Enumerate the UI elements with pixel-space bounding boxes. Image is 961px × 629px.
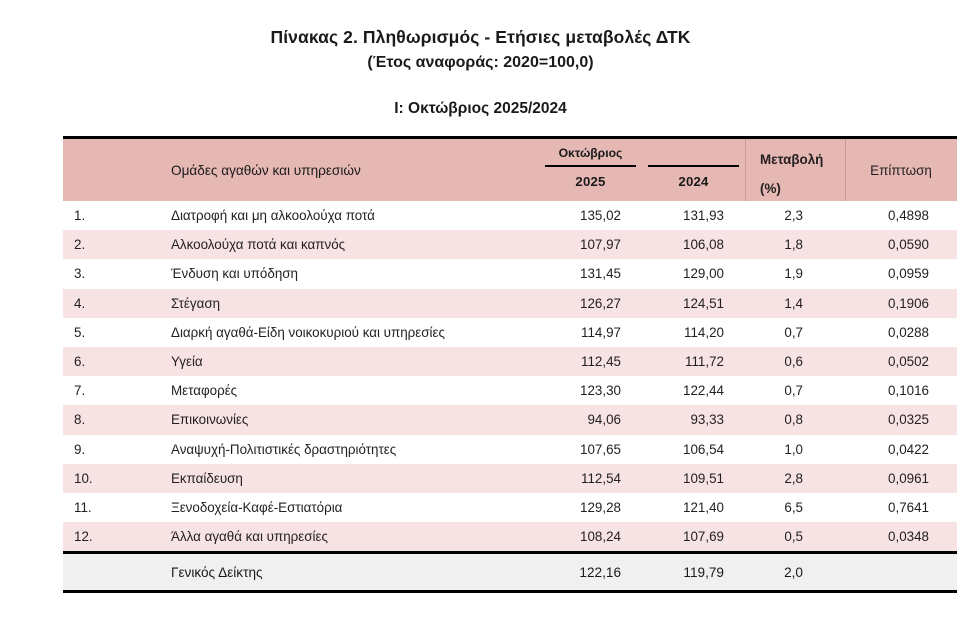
- row-index: 10.: [63, 464, 115, 493]
- row-value-2024: 109,51: [642, 464, 745, 493]
- row-index: 5.: [63, 318, 115, 347]
- row-value-2025: 123,30: [539, 376, 642, 405]
- table-row: [63, 259, 957, 288]
- row-value-2025: 135,02: [539, 201, 642, 230]
- row-value-2024: 121,40: [642, 493, 745, 522]
- header-change-label: Μεταβολή: [760, 151, 824, 167]
- table-row: [63, 318, 957, 347]
- header-cell-year-2025: [539, 138, 642, 202]
- total-change: 2,0: [745, 553, 845, 592]
- table-row: [63, 347, 957, 376]
- row-impact: 0,0422: [845, 435, 957, 464]
- row-label: Ένδυση και υπόδηση: [115, 259, 539, 288]
- inflation-table: [63, 136, 957, 593]
- row-index: 2.: [63, 230, 115, 259]
- row-value-2025: 131,45: [539, 259, 642, 288]
- row-impact: 0,0961: [845, 464, 957, 493]
- row-label: Διαρκή αγαθά-Είδη νοικοκυριού και υπηρεσίες: [115, 318, 539, 347]
- row-index: 11.: [63, 493, 115, 522]
- table-row: [63, 289, 957, 318]
- header-month-group-spacer: [642, 139, 745, 160]
- row-index: 8.: [63, 405, 115, 434]
- row-impact: 0,0348: [845, 522, 957, 553]
- total-value-2025: 122,16: [539, 553, 642, 592]
- inflation-table-wrapper: [63, 136, 932, 593]
- row-value-2025: 107,97: [539, 230, 642, 259]
- row-index: 9.: [63, 435, 115, 464]
- row-label: Εκπαίδευση: [115, 464, 539, 493]
- row-label: Ξενοδοχεία-Καφέ-Εστιατόρια: [115, 493, 539, 522]
- table-row: [63, 230, 957, 259]
- row-value-2025: 107,65: [539, 435, 642, 464]
- row-label: Διατροφή και μη αλκοολούχα ποτά: [115, 201, 539, 230]
- header-cell-impact: Επίπτωση: [845, 138, 957, 202]
- header-cell-index: [63, 138, 115, 202]
- total-value-2024: 119,79: [642, 553, 745, 592]
- table-row: [63, 493, 957, 522]
- row-impact: 0,7641: [845, 493, 957, 522]
- title-block: [0, 0, 961, 118]
- row-label: Αναψυχή-Πολιτιστικές δραστηριότητες: [115, 435, 539, 464]
- row-impact: 0,0590: [845, 230, 957, 259]
- row-value-2024: 114,20: [642, 318, 745, 347]
- row-index: 3.: [63, 259, 115, 288]
- row-value-2025: 112,45: [539, 347, 642, 376]
- table-header: [63, 138, 957, 202]
- row-impact: 0,4898: [845, 201, 957, 230]
- table-header-row: [63, 138, 957, 202]
- row-index: 6.: [63, 347, 115, 376]
- row-change: 2,3: [745, 201, 845, 230]
- row-value-2024: 122,44: [642, 376, 745, 405]
- row-value-2024: 107,69: [642, 522, 745, 553]
- row-value-2024: 106,08: [642, 230, 745, 259]
- row-change: 0,7: [745, 376, 845, 405]
- row-impact: 0,0959: [845, 259, 957, 288]
- row-value-2025: 126,27: [539, 289, 642, 318]
- total-index-cell: [63, 553, 115, 592]
- table-row: [63, 376, 957, 405]
- row-change: 2,8: [745, 464, 845, 493]
- row-label: Στέγαση: [115, 289, 539, 318]
- header-cell-groups: Ομάδες αγαθών και υπηρεσιών: [115, 138, 539, 202]
- header-change-unit: (%): [760, 181, 781, 196]
- row-value-2024: 124,51: [642, 289, 745, 318]
- row-impact: 0,0502: [845, 347, 957, 376]
- header-year-previous: 2024: [678, 174, 709, 190]
- row-change: 6,5: [745, 493, 845, 522]
- row-change: 0,6: [745, 347, 845, 376]
- row-impact: 0,1906: [845, 289, 957, 318]
- row-index: 4.: [63, 289, 115, 318]
- row-label: Άλλα αγαθά και υπηρεσίες: [115, 522, 539, 553]
- table-footer: [63, 553, 957, 592]
- total-impact: [845, 553, 957, 592]
- table-row: [63, 464, 957, 493]
- page-subtitle: (Έτος αναφοράς: 2020=100,0): [367, 53, 594, 71]
- row-change: 1,0: [745, 435, 845, 464]
- total-label: Γενικός Δείκτης: [115, 553, 539, 592]
- row-value-2025: 129,28: [539, 493, 642, 522]
- row-change: 0,8: [745, 405, 845, 434]
- period-subtitle: Ι: Οκτώβριος 2025/2024: [394, 100, 567, 118]
- row-value-2024: 111,72: [642, 347, 745, 376]
- row-change: 0,7: [745, 318, 845, 347]
- table-row: [63, 522, 957, 553]
- row-value-2024: 129,00: [642, 259, 745, 288]
- row-impact: 0,0288: [845, 318, 957, 347]
- row-change: 1,4: [745, 289, 845, 318]
- row-value-2024: 93,33: [642, 405, 745, 434]
- row-label: Επικοινωνίες: [115, 405, 539, 434]
- page-title: Πίνακας 2. Πληθωρισμός - Ετήσιες μεταβολές ΔΤΚ: [270, 27, 691, 47]
- row-label: Μεταφορές: [115, 376, 539, 405]
- table-row: [63, 405, 957, 434]
- row-label: Αλκοολούχα ποτά και καπνός: [115, 230, 539, 259]
- total-row: [63, 553, 957, 592]
- row-value-2024: 131,93: [642, 201, 745, 230]
- row-change: 0,5: [745, 522, 845, 553]
- row-value-2025: 114,97: [539, 318, 642, 347]
- row-impact: 0,1016: [845, 376, 957, 405]
- row-value-2025: 108,24: [539, 522, 642, 553]
- header-cell-change: [745, 138, 845, 202]
- row-change: 1,8: [745, 230, 845, 259]
- row-index: 7.: [63, 376, 115, 405]
- row-value-2024: 106,54: [642, 435, 745, 464]
- row-value-2025: 112,54: [539, 464, 642, 493]
- row-index: 12.: [63, 522, 115, 553]
- header-month-group-label: Οκτώβριος: [558, 146, 623, 160]
- table-row: [63, 201, 957, 230]
- table-body: [63, 201, 957, 553]
- header-year-current: 2025: [575, 174, 606, 190]
- row-index: 1.: [63, 201, 115, 230]
- row-impact: 0,0325: [845, 405, 957, 434]
- table-row: [63, 435, 957, 464]
- row-value-2025: 94,06: [539, 405, 642, 434]
- header-cell-year-2024: [642, 138, 745, 202]
- row-label: Υγεία: [115, 347, 539, 376]
- row-change: 1,9: [745, 259, 845, 288]
